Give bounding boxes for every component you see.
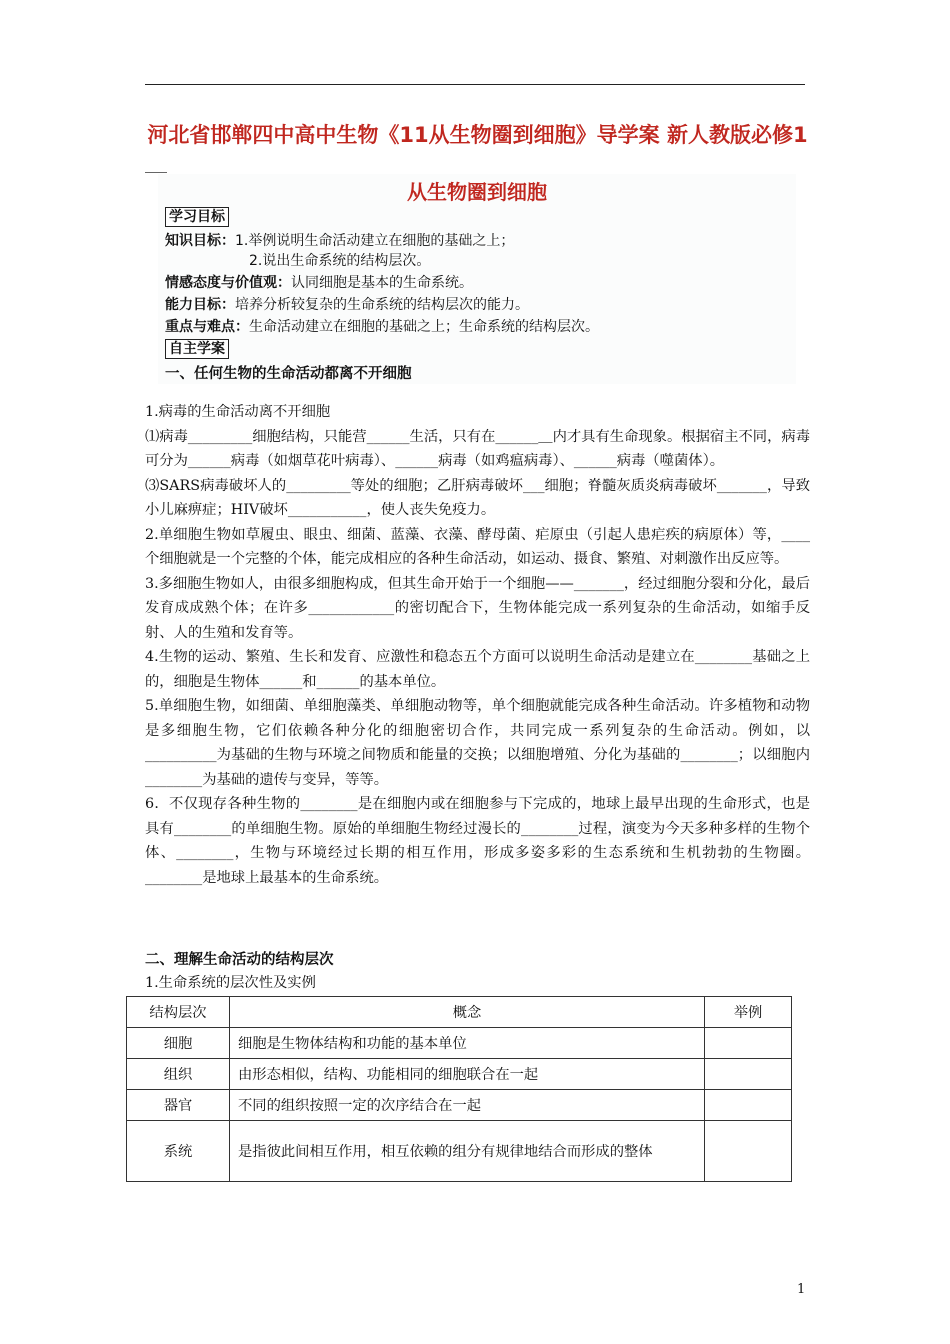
objective-focus (165, 317, 599, 337)
objective-text: 培养分析较复杂的生命系统的结构层次的能力。 (235, 297, 529, 313)
objective-text: 2.说出生命系统的结构层次。 (249, 253, 431, 269)
section1-heading: 一、任何生物的生命活动都离不开细胞 (165, 366, 412, 382)
objective-ability (165, 295, 529, 315)
self-study-box-label: 自主学案 (165, 339, 229, 359)
objective-knowledge-1 (165, 231, 514, 251)
table-row (127, 1028, 792, 1059)
table-row (127, 1059, 792, 1090)
short-rule (145, 172, 167, 173)
example-cell (705, 1121, 792, 1182)
header-rule (145, 84, 805, 85)
objective-text: 生命活动建立在细胞的基础之上；生命系统的结构层次。 (249, 319, 599, 335)
structure-levels-table (126, 996, 792, 1182)
table-row (127, 1121, 792, 1182)
header-cell: 概念 (230, 997, 705, 1028)
concept-cell: 是指彼此间相互作用，相互依赖的组分有规律地结合而形成的整体 (230, 1121, 705, 1182)
header-cell: 举例 (705, 997, 792, 1028)
example-cell (705, 1028, 792, 1059)
table-header-row (127, 997, 792, 1028)
level-cell: 系统 (127, 1121, 230, 1182)
concept-cell: 细胞是生物体结构和功能的基本单位 (230, 1028, 705, 1059)
lesson-subtitle: 从生物圈到细胞 (407, 180, 547, 204)
objective-label: 重点与难点： (165, 319, 249, 335)
objective-label: 能力目标： (165, 297, 235, 313)
section2-heading: 二、理解生命活动的结构层次 (145, 952, 334, 968)
level-cell: 组织 (127, 1059, 230, 1090)
body-text (145, 400, 810, 890)
objective-label: 情感态度与价值观： (165, 275, 291, 291)
table-row (127, 1090, 792, 1121)
objective-knowledge-2 (249, 251, 430, 271)
example-cell (705, 1059, 792, 1090)
example-cell (705, 1090, 792, 1121)
level-cell: 器官 (127, 1090, 230, 1121)
header-cell: 结构层次 (127, 997, 230, 1028)
goals-box-label: 学习目标 (165, 207, 229, 227)
paragraph: 2.单细胞生物如草履虫、眼虫、细菌、蓝藻、衣藻、酵母菌、疟原虫（引起人患疟疾的病原体）等，____个细胞就是一个完整的个体，能完成相应的各种生命活动，如运动、摄食、繁殖、对刺激作出反应等。 (145, 526, 810, 567)
paragraph: ⑴病毒_________细胞结构，只能营______生活，只有在______＿内才具有生命现象。根据宿主不同，病毒可分为______病毒（如烟草花叶病毒）、______病毒（如鸡瘟病毒）、______病毒（噬菌体）。 (145, 428, 810, 469)
paragraph: 4.生物的运动、繁殖、生长和发育、应激性和稳态五个方面可以说明生命活动是建立在________基础之上的，细胞是生物体______和______的基本单位。 (145, 649, 810, 690)
objective-text: 1.举例说明生命活动建立在细胞的基础之上； (235, 233, 515, 249)
objective-attitude (165, 273, 473, 293)
paragraph: 1.病毒的生命活动离不开细胞 (145, 404, 331, 420)
concept-cell: 由形态相似，结构、功能相同的细胞联合在一起 (230, 1059, 705, 1090)
document-title: 河北省邯郸四中高中生物《11从生物圈到细胞》导学案 新人教版必修1 (147, 123, 808, 147)
paragraph: 3.多细胞生物如人，由很多细胞构成，但其生命开始于一个细胞——_______，经过细胞分裂和分化，最后发育成成熟个体；在许多____________的密切配合下，生物体能完成一系列复杂的生命活动，如缩手反射、人的生殖和发育等。 (145, 575, 810, 641)
paragraph: 6．不仅现存各种生物的________是在细胞内或在细胞参与下完成的，地球上最早出现的生命形式，也是具有________的单细胞生物。原始的单细胞生物经过漫长的________过程，演变为今天多种多样的生物个体、________，生物与环境经过长期的相互作用，形成多姿多彩的生态系统和生机勃勃的生物圈。________是地球上最基本的生命系统。 (145, 796, 810, 886)
section2-subheading: 1.生命系统的层次性及实例 (145, 975, 316, 991)
page-number: 1 (797, 1282, 806, 1297)
objective-text: 认同细胞是基本的生命系统。 (291, 275, 473, 291)
paragraph: ⑶SARS病毒破坏人的_________等处的细胞；乙肝病毒破坏___细胞；脊髓灰质炎病毒破坏_______，导致小儿麻痹症；HIV破坏___________，使人丧失免疫力。 (145, 477, 810, 518)
paragraph: 5.单细胞生物，如细菌、单细胞藻类、单细胞动物等，单个细胞就能完成各种生命活动。许多植物和动物是多细胞生物，它们依赖各种分化的细胞密切合作，共同完成一系列复杂的生命活动。例如，以__________为基础的生物与环境之间物质和能量的交换；以细胞增殖、分化为基础的________；以细胞内________为基础的遗传与变异，等等。 (145, 698, 810, 788)
objective-label: 知识目标： (165, 233, 235, 249)
concept-cell: 不同的组织按照一定的次序结合在一起 (230, 1090, 705, 1121)
level-cell: 细胞 (127, 1028, 230, 1059)
